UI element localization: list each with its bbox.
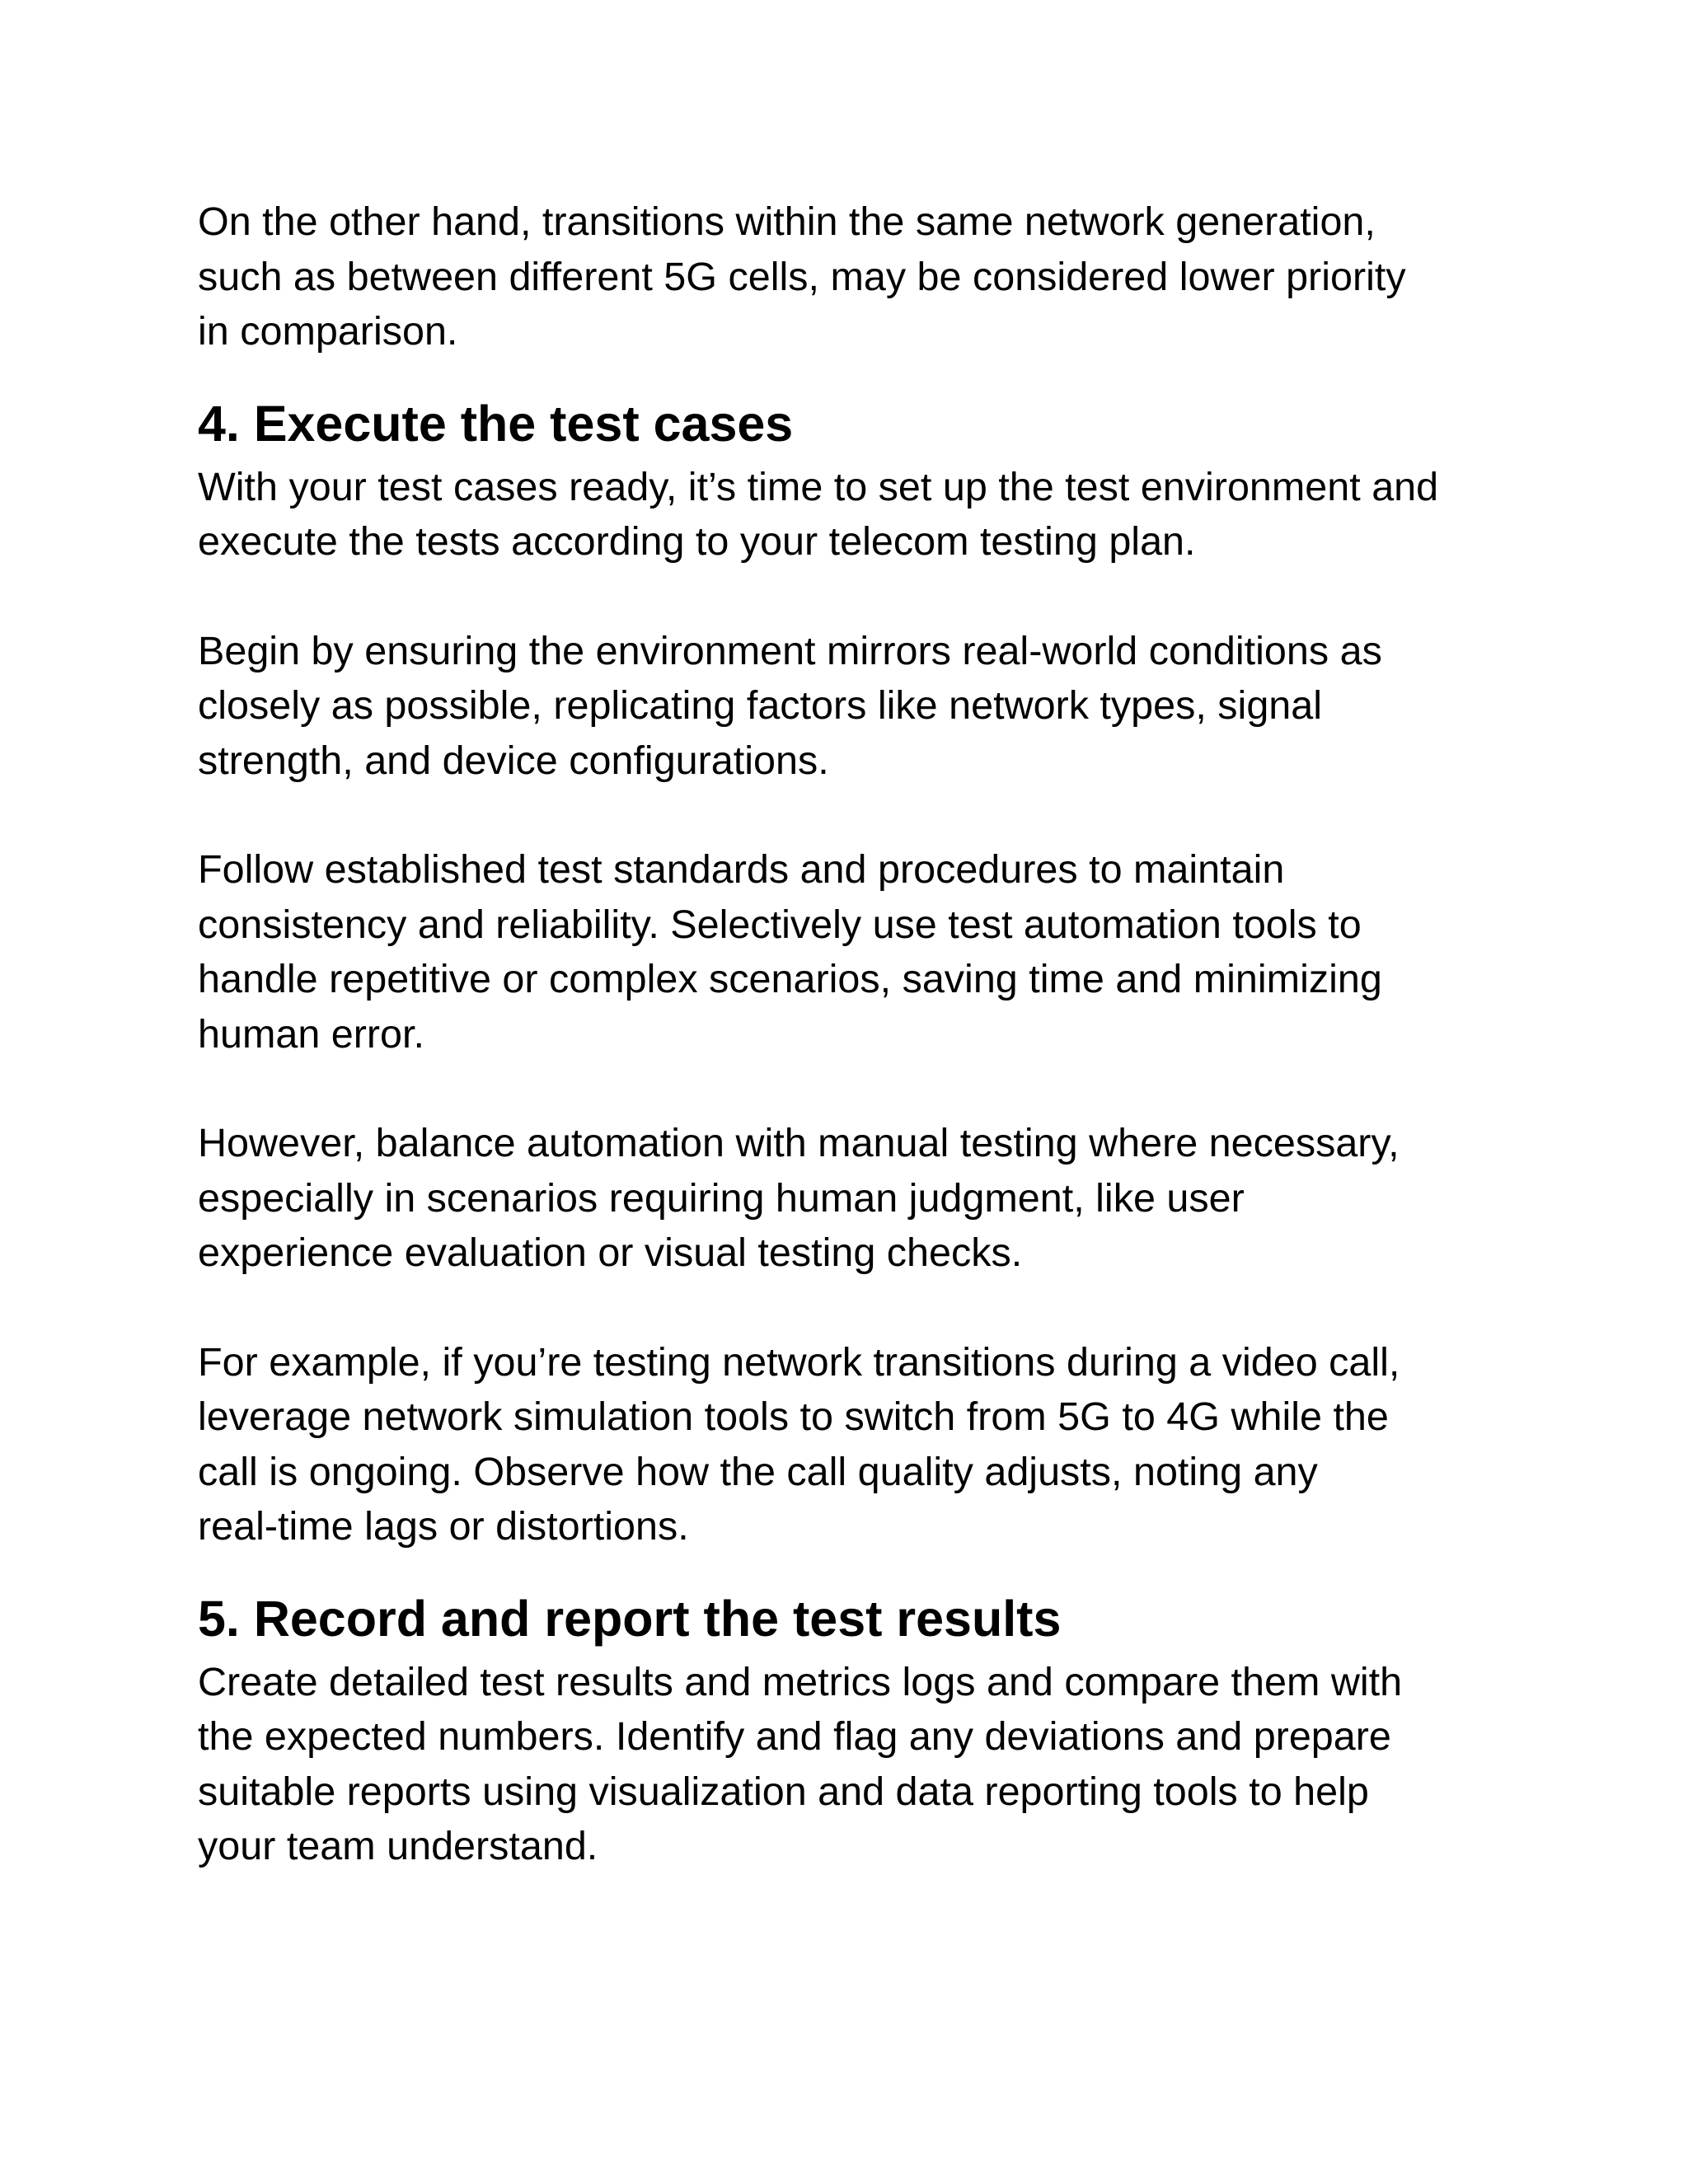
section-4-paragraph-1: With your test cases ready, it’s time to set up the test environment and execute the tests according to your telecom testing plan.: [198, 464, 1439, 564]
section-4-paragraph-3: Follow established test standards and procedures to maintain consistency and reliability. Selectively use test automation tools to handle repetitive or complex scenarios, saving time and minimizing human error.: [198, 847, 1382, 1057]
document-content: [198, 194, 1517, 1874]
section-4-paragraph-5: For example, if you’re testing network transitions during a video call, leverage network simulation tools to switch from 5G to 4G while the call is ongoing. Observe how the call quality adjusts, noting any real-time lags or distortions.: [198, 1339, 1400, 1549]
section-4-heading: 4. Execute the test cases: [198, 395, 794, 452]
intro-paragraph: On the other hand, transitions within the same network generation, such as between different 5G cells, may be considered lower priority in comparison.: [198, 199, 1406, 354]
section-5-heading: 5. Record and report the test results: [198, 1590, 1062, 1647]
section-4-paragraph-4: However, balance automation with manual testing where necessary, especially in scenarios requiring human judgment, like user experience evaluation or visual testing checks.: [198, 1121, 1400, 1275]
section-5-paragraph-1: Create detailed test results and metrics logs and compare them with the expected numbers. Identify and flag any deviations and prepare suitable reports using visualization and data reporting tools to help your team understand.: [198, 1659, 1403, 1868]
section-4-paragraph-2: Begin by ensuring the environment mirrors real-world conditions as closely as possible, replicating factors like network types, signal strength, and device configurations.: [198, 628, 1382, 783]
